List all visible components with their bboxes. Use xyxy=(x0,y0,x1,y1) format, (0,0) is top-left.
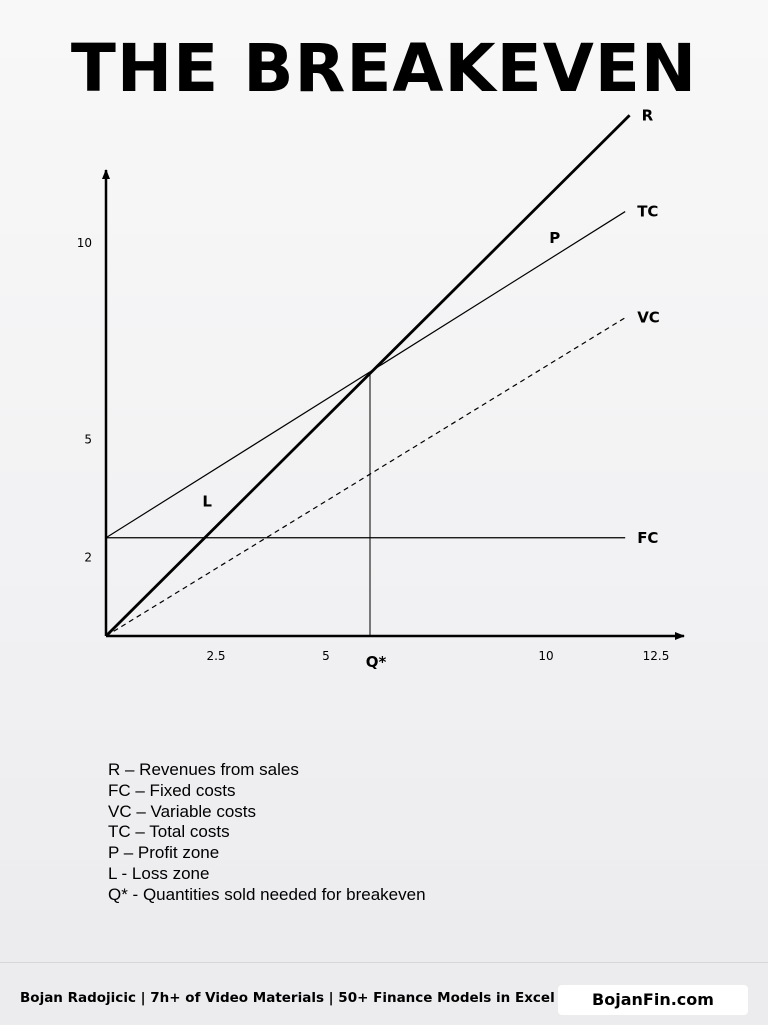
series-line-vc xyxy=(106,318,625,636)
legend-item-vc: VC – Variable costs xyxy=(108,801,257,821)
y-tick-label: 10 xyxy=(76,236,92,250)
legend-item-qstar: Q* - Quantities sold needed for breakeven xyxy=(108,884,426,904)
y-tick-label: 2 xyxy=(84,550,92,565)
series-label-vc: VC xyxy=(637,308,660,327)
y-tick-label: 5 xyxy=(84,432,92,447)
page-title: THE BREAKEVEN xyxy=(70,30,698,107)
series-line-tc xyxy=(106,212,625,538)
x-tick-label: 10 xyxy=(538,649,554,663)
footer-text: Bojan Radojicic | 7h+ of Video Materials | 50+ Finance Models in Excel xyxy=(20,990,555,1006)
legend-item-r: R – Revenues from sales xyxy=(108,760,299,779)
legend-item-p: P – Profit zone xyxy=(108,843,220,863)
legend-item-l: L - Loss zone xyxy=(108,863,210,883)
legend-item-fc: FC – Fixed costs xyxy=(108,780,236,800)
legend-item-tc: TC – Total costs xyxy=(108,822,230,842)
x-tick-label: 2.5 xyxy=(206,649,226,663)
zone-label-p: P xyxy=(549,229,561,247)
series-label-fc: FC xyxy=(637,528,659,547)
legend-list xyxy=(108,760,426,906)
footer-bar xyxy=(0,962,768,1025)
series-label-tc: TC xyxy=(637,202,659,221)
x-tick-label: 5 xyxy=(322,649,330,663)
x-tick-label: 12.5 xyxy=(642,649,670,663)
site-link-button[interactable]: BojanFin.com xyxy=(558,985,748,1015)
breakeven-label: Q* xyxy=(365,653,387,671)
series-line-r xyxy=(106,115,630,636)
series-label-r: R xyxy=(641,106,654,125)
zone-label-l: L xyxy=(202,492,212,511)
